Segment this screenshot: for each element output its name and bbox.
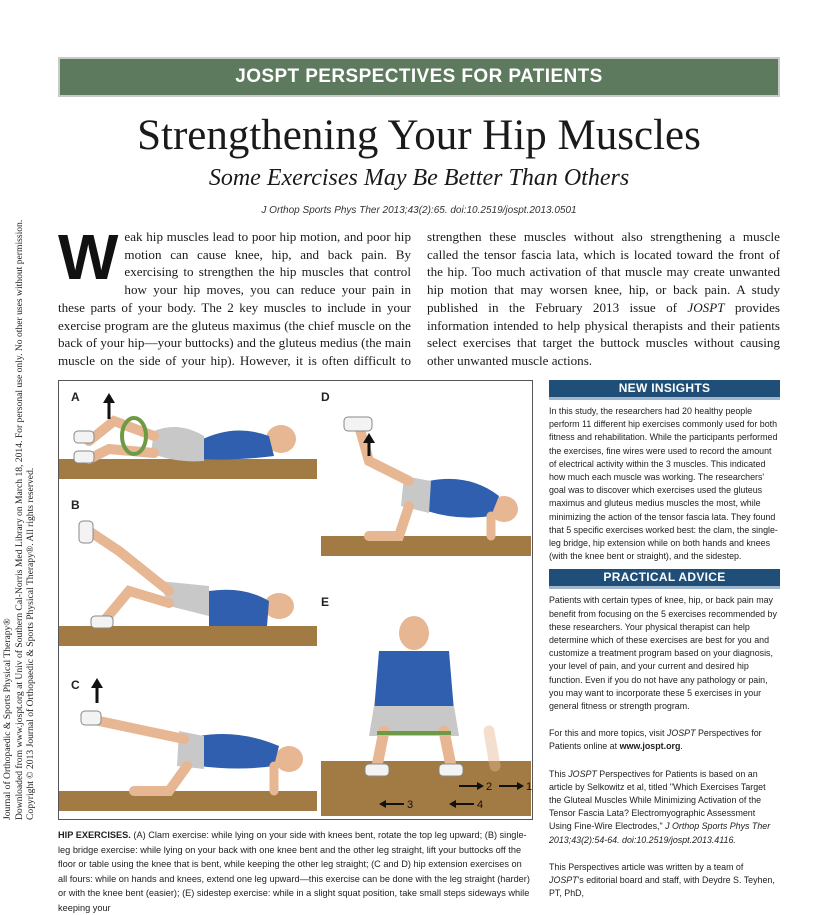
based-journal: JOSPT	[568, 768, 597, 779]
margin-note-line-1: Journal of Orthopaedic & Sports Physical Therapy®	[2, 618, 13, 820]
head-c	[275, 746, 303, 772]
drop-cap: W	[58, 221, 119, 293]
margin-note-line-2: Downloaded from www.jospt.org at Univ of Southern Cal-Norris Med Library on March 18, 2014. For personal use only. No other uses without permission.	[13, 219, 25, 820]
label-c: C	[71, 678, 80, 692]
practical-advice-text: Patients with certain types of knee, hip, or back pain may benefit from focusing on the 5 exercises recommended by these researchers. Your physical therapist can help determine which of these exercises are best for you and customize a treatment program based on your diagnosis, your level of pain, and your current and desired hip function. Even if you do not have any pathology or pain, you may want to incorporate these 5 exercises in your general fitness or strength program.	[549, 595, 777, 712]
new-insights-rule	[549, 397, 780, 400]
step-label-2: 2	[486, 781, 493, 793]
based-reference: J Orthop Sports Phys Ther 2013;43(2):54-64. doi:10.2519/jospt.2013.4116.	[549, 821, 771, 845]
shorts-a	[151, 427, 204, 461]
raised-leg-b	[89, 531, 169, 591]
intro-text-end: provides information intended to help physical therapists and their patients select exercises that target the buttock muscles without causing other unwanted muscle actions.	[427, 299, 781, 368]
shirt-e	[374, 651, 454, 711]
shirt-d	[427, 479, 499, 518]
caption-lead: HIP EXERCISES.	[58, 830, 131, 840]
right-leg-e	[444, 731, 451, 766]
team-prefix: This Perspectives article was written by a team of	[549, 861, 744, 872]
arrowhead-c	[91, 678, 103, 688]
more-end: .	[680, 741, 683, 752]
caption-text: (A) Clam exercise: while lying on your side with knees bent, rotate the top leg upward; (B) single-leg bridge exercise: while lying on your back with one knee bent and the other leg straight, lift your buttocks off the floor or table using the knee that is bent, while keeping the other leg straight; (C and D) hip extension exercises on all fours: while on hands and knees, extend one leg upward—this exercise can be done with the leg straight (harder) or with the knee bent (easier); (E) sidestep exercise: while in a slight squat position, take small steps sideways while keeping your	[58, 830, 530, 913]
team-journal: JOSPT	[549, 875, 578, 886]
exercise-illustrations	[59, 381, 532, 819]
more-prefix: For this and more topics, visit	[549, 728, 667, 739]
panel-b-bridge	[59, 498, 317, 646]
intro-text: eak hip muscles lead to poor hip motion, and poor hip motion can cause knee, hip, and back pain. By exercising to strengthen the hip muscles that control how your hip moves, you can reduce your pain in these parts of your body. The 2 key muscles to include in your exercise program are the gluteus maximus (the chief muscle on the back of your hip—your buttocks) and the gluteus medius (the main muscle on the side of your hip). However, it is often difficult to strengthen these muscles without also strengthening a muscle called the tensor fascia lata, which is located toward the front of the hip. Too much activation of that muscle may create unwanted hip motion that may worsen knee, hip, or back pain. A study published in the February 2013 issue of	[58, 229, 780, 368]
shirt-b	[209, 590, 269, 626]
step-label-1: 1	[526, 781, 533, 793]
panel-a-clam	[59, 390, 317, 479]
step-label-3: 3	[407, 799, 414, 811]
arrowhead-a	[103, 393, 115, 403]
new-insights-heading: NEW INSIGHTS	[549, 380, 780, 397]
bottom-leg-a	[89, 449, 154, 459]
shirt-c	[199, 734, 279, 769]
floor-b	[59, 626, 317, 646]
banner-text: JOSPT PERSPECTIVES FOR PATIENTS	[235, 66, 603, 87]
panel-c-hip-extension	[59, 678, 317, 811]
team-body: 's editorial board and staff, with Deydre S. Teyhen, PT, PhD,	[549, 875, 775, 899]
intro-journal-name: JOSPT	[687, 299, 725, 315]
more-topics-text	[549, 727, 780, 753]
knee-leg-c	[134, 766, 187, 791]
based-on-text	[549, 768, 780, 847]
raised-leg-d	[359, 426, 409, 481]
more-journal: JOSPT	[666, 728, 696, 739]
team-text	[549, 861, 780, 901]
figure-caption	[58, 828, 533, 913]
article-citation: J Orthop Sports Phys Ther 2013;43(2):65. doi:10.2519/jospt.2013.0501	[261, 205, 577, 216]
knee-leg-d	[369, 506, 409, 536]
shoe-a-1	[74, 431, 94, 443]
shoe-c	[81, 711, 101, 725]
shoe-e-2	[439, 764, 463, 776]
article-title: Strengthening Your Hip Muscles	[137, 112, 701, 159]
floor-c	[59, 791, 317, 811]
shoe-d	[344, 417, 372, 431]
floor-e	[321, 761, 531, 816]
bent-leg-b	[104, 591, 169, 621]
left-leg-e	[377, 731, 384, 766]
floor-a	[59, 459, 317, 479]
section-banner	[58, 57, 780, 97]
floor-d	[321, 536, 531, 556]
panel-d-hip-extension-bent	[321, 390, 531, 556]
label-d: D	[321, 390, 330, 404]
based-prefix: This	[549, 768, 569, 779]
shoe-e-1	[365, 764, 389, 776]
vertical-copyright-note	[2, 170, 44, 820]
shoe-b-2	[91, 616, 113, 628]
based-body: Perspectives for Patients is based on an article by Selkowitz et al, titled "Which Exercises Target the Gluteal Muscles While Minimizing Activation of the Tensor Fascia Lata? Electromyographic Assessment Using Fine-Wire Electrodes,"	[549, 768, 766, 832]
exercise-figure	[58, 380, 533, 820]
sidebar	[549, 380, 780, 902]
practical-advice-rule	[549, 586, 780, 589]
shoe-a-2	[74, 451, 94, 463]
practical-advice-section	[549, 569, 780, 713]
intro-body	[58, 221, 781, 370]
head-e	[399, 616, 429, 650]
label-b: B	[71, 498, 80, 512]
new-insights-text: In this study, the researchers had 20 healthy people perform 11 different hip exercises commonly used for both fitness and rehabilitation. While the participants performed the exercises, fine wires were used to record the amount of electrical activity within the 3 muscles. This indicated how much each muscle was working. The researchers' goal was to discover which exercises used the gluteus maximus and gluteus medius muscles the most, while minimizing the action of the tensor fascia lata. They found that 5 specific exercises worked best: the clam, the single-leg bridge, hip extension while on both hands and knees (with the knee bent or straight), and the sidestep.	[549, 406, 778, 562]
label-a: A	[71, 390, 80, 404]
shirt-a	[199, 431, 274, 460]
margin-note-line-3: Copyright © 2013 Journal of Orthopaedic & Sports Physical Therapy®. All rights reserved.	[25, 467, 36, 820]
ghost-leg-e	[489, 731, 495, 766]
step-label-4: 4	[477, 799, 484, 811]
more-mid: Perspectives for Patients online at	[549, 728, 762, 752]
practical-advice-heading: PRACTICAL ADVICE	[549, 569, 780, 586]
website-link[interactable]: www.jospt.org	[619, 741, 681, 752]
article-subtitle: Some Exercises May Be Better Than Others	[208, 165, 630, 191]
label-e: E	[321, 595, 330, 609]
panel-e-sidestep	[321, 595, 532, 816]
raised-leg-c	[99, 721, 184, 739]
shoe-b-1	[79, 521, 93, 543]
